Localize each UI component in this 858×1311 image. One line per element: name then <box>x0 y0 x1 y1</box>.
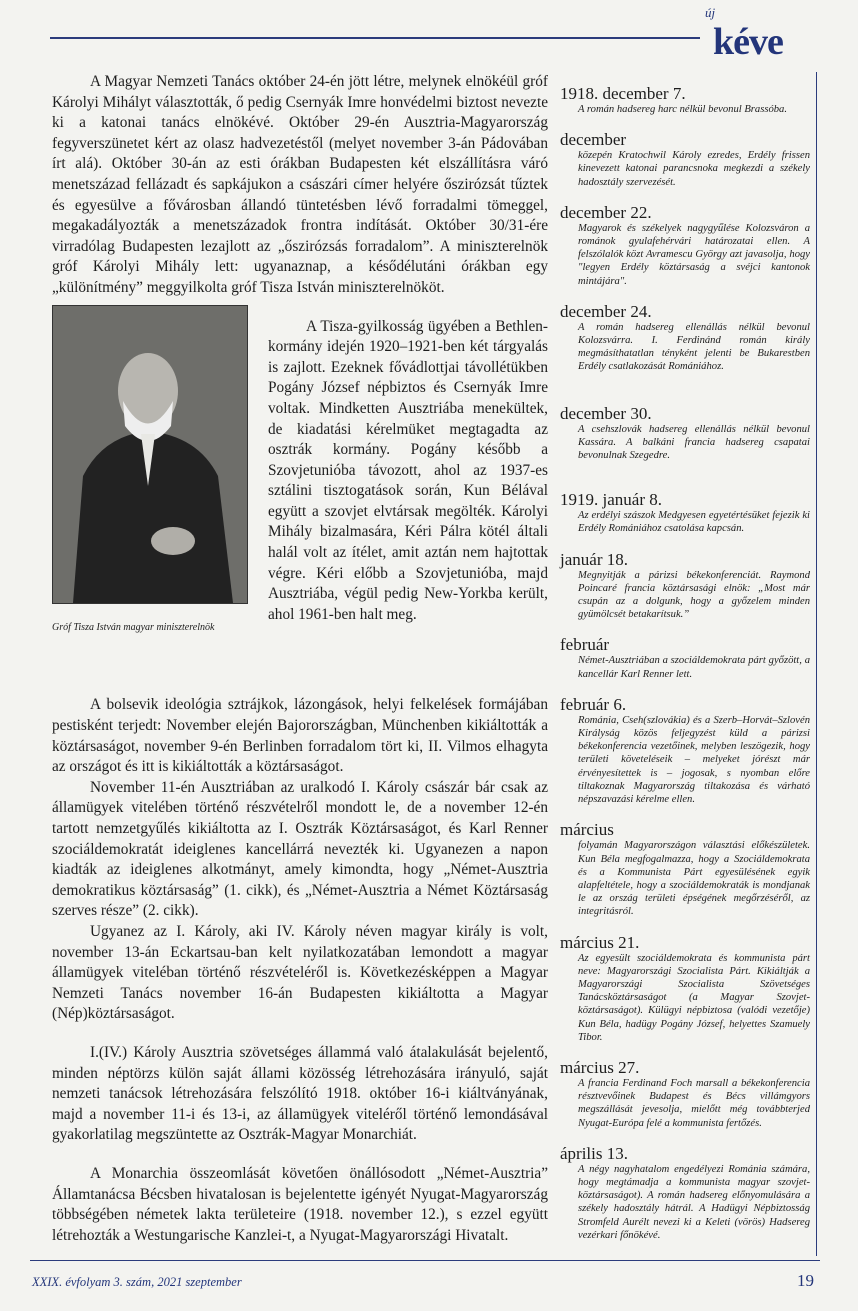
paragraph: A Monarchia összeomlását követően önállósodott „Német-Ausztria” Államtanácsa Bécsben hivatalosan is bejelentette igényét Nyugat-Magyarország többségében németek lakta területeire (1918. november 12.), s ezzel együtt létrehozták a Westungarische Kanzlei-t, a Nyugat-Magyarországi Hivatalt. <box>52 1164 548 1244</box>
timeline-entry <box>560 1058 810 1130</box>
timeline-entry <box>560 84 810 116</box>
timeline-date: április 13. <box>560 1143 628 1163</box>
timeline-text: A román hadsereg harc nélkül bevonul Brassóba. <box>578 104 788 115</box>
timeline-entry <box>560 550 810 622</box>
timeline-date: december 30. <box>560 403 652 423</box>
portrait-photo <box>52 305 248 604</box>
timeline-entry <box>560 130 810 189</box>
page-number: 19 <box>797 1271 814 1291</box>
logo-main-text: kéve <box>713 21 783 63</box>
timeline-entry <box>560 1144 810 1242</box>
logo-small-text: új <box>705 5 716 20</box>
timeline-text: A négy nagyhatalom engedélyezi Románia számára, hogy megtámadja a kommunista magyar szovjet-köztársaságot). A román hadsereg előnyomulására a székely hadosztály hátrál. A Hadügyi Népbiztosság Stromfeld Aurélt nevezi ki a Keleti (vörös) Hadsereg vezérkari főnökévé. <box>578 1163 810 1241</box>
timeline-date: március 27. <box>560 1057 640 1077</box>
paragraph: A bolsevik ideológia sztrájkok, lázongások, helyi felkelések formájában pestisként terjedt: November elején Bajorországban, Münchenben kikiáltották a köztársaságot, november 9-én Berlinben forradalom tört ki, II. Vilmos elhagyta az országot és itt is kikiáltották a köztársaságot. <box>52 696 548 776</box>
footer-rule <box>30 1260 820 1262</box>
header-rule <box>50 37 700 39</box>
timeline-date: január 18. <box>560 549 628 569</box>
footer <box>32 1271 814 1311</box>
timeline-entry <box>560 933 810 1044</box>
portrait-figure <box>52 305 248 634</box>
timeline-date: március <box>560 820 614 840</box>
timeline-date: 1918. december 7. <box>560 84 686 103</box>
timeline-text: Az erdélyi szászok Medgyesen egyetértésüket fejezik ki Erdély Romániához csatolása kapcsán. <box>578 510 810 535</box>
magazine-logo <box>703 6 803 66</box>
columns <box>52 72 820 1256</box>
timeline-text: A francia Ferdinand Foch marsall a békekonferencia résztvevőinek Budapest és Bécs villámgyors megszállását jevesolja, mielőtt még továbbterjed Nyugat-Európa felé a kommunista fertőzés. <box>578 1077 810 1129</box>
page-content <box>32 72 820 1311</box>
timeline-date: december 24. <box>560 301 652 321</box>
timeline-entry <box>560 203 810 288</box>
timeline-text: A román hadsereg ellenállás nélkül bevonul Kolozsvárra. I. Ferdinánd román király megmásíthatatlan tényként jelenti be Bukarestben Erdély csatlakozását Romániához. <box>578 321 810 373</box>
photo-caption: Gróf Tisza István magyar miniszterelnök <box>52 621 215 633</box>
timeline-text: A csehszlovák hadsereg ellenállás nélkül bevonul Kassára. A balkáni francia hadsereg csapatai bevonulnak Szegedre. <box>578 423 810 462</box>
paragraph: Ugyanez az I. Károly, aki IV. Károly néven magyar király is volt, november 13-án Eckartsau-ban kelt nyilatkozatában lemondott a magyar államügyek viteléban történő részvételéről is. Következésképpen a Magyar Nemzeti Tanács november 16-án Budapesten kikiáltotta a Magyar (Nép)köztársaságot. <box>52 922 548 1023</box>
timeline-text: Az egyesült szociáldemokrata és kommunista párt neve: Magyarországi Szocialista Párt. Kikiáltják a Magyarországi Szocialista Szövetséges Tanácsköztársaságot (a Magyar Szovjet-köztársaságot). Külügyi népbiztosa (valódi vezetője) Kun Béla, hadügy Pogány József, helyettes Szamuely Tibor. <box>578 952 810 1043</box>
paragraph: A Magyar Nemzeti Tanács október 24-én jött létre, melynek elnökéül gróf Károlyi Mihályt választották, ő pedig Csernyák Imre honvédelmi biztost nevezte ki a katonai tanács elnökévé. Október 29-én Ausztria-Magyarország fegyverszünetet kért az olasz hadvezetéstől (melyet november 3-án Pádovában írt alá). Október 30-án az esti órákban Budapesten két elszállításra váró menetszázad fellázadt és sapkájukon a császári címer helyére őszirózsát tűztek és egyesülve a fővárosban állandó tüntetésben lévő forradalmi tömeggel, megakadályozták a menetszázadok frontra indítását. Október 30/31-ére virradólag Budapesten lezajlott az „őszirózsás forradalom”. A miniszterelnök gróf Károlyi Mihály lett: ugyanaznap, a késődélutáni órákban egy „különítmény” meggyilkolta gróf Tisza István miniszterelnököt. <box>52 73 548 296</box>
timeline-date: 1919. január 8. <box>560 490 662 510</box>
timeline-entry <box>560 490 810 535</box>
main-article <box>52 72 548 1246</box>
timeline-text: Románia, Cseh(szlovákia) és a Szerb–Horvát–Szlovén Királyság közös feljegyzést küld a párizsi békekonferencia vezetőinek, melyben leszögezik, hogy területi követeléseik – melyeket jórészt már érvényesítettek is – jogosak, s nyomban előre tiltakoznak Magyarország tiltakozása és várható népszavazási kérelme ellen. <box>578 714 810 806</box>
timeline-entry <box>560 404 810 463</box>
paragraph: A Tisza-gyilkosság ügyében a Bethlen-kormány idején 1920–1921-ben két tárgyalás is zajlott. Ezeknek fővádlottjai távollétükben Pogány József népbiztos és Csernyák Imre voltak. Mindketten Ausztriába menekültek, de kiadatási kérelmüket megtagadta az osztrák kormány. Pogány később a Szovjetunióba távozott, ahol az 1937-es sztálini tisztogatások során, Kun Bélával együtt a szovjet elvtársak megölték. Károlyi Mihály bizalmasára, Kéri Pálra kötél általi halál volt az ítélet, amit aztán nem hajtottak végre. Kéri előbb a Szovjetunióba, majd Ausztriába, végül pedig New-Yorkba került, ahol 1961-ben halt meg. <box>268 317 548 623</box>
timeline-sidebar <box>560 72 817 1256</box>
timeline-text: Magyarok és székelyek nagygyűlése Kolozsváron a románok gyulafehérvári határozatai ellen. A felszólalók közt Avramescu György azt javasolja, hogy "legyen Erdély köztársaság a svéjci kantonok mintájára". <box>578 222 810 287</box>
timeline-date: december 22. <box>560 202 652 222</box>
timeline-text: folyamán Magyarországon választási előkészületek. Kun Béla megfogalmazza, hogy a Szociáldemokrata és a Kommunista Párt egyesülésének egyik alapfeltétele, hogy a szociáldemokraták is mondjanak le az ország területi épségének megőrzéséről, az integritásról. <box>578 840 810 918</box>
timeline-text: Német-Ausztriában a szociáldemokrata párt győzött, a kancellár Karl Renner lett. <box>578 655 810 680</box>
issue-info: XXIX. évfolyam 3. szám, 2021 szeptember <box>32 1275 242 1290</box>
timeline-date: március 21. <box>560 932 640 952</box>
timeline-date: december <box>560 130 627 150</box>
timeline-entry <box>560 635 810 680</box>
paragraph: I.(IV.) Károly Ausztria szövetséges állammá való átalakulását bejelentő, minden néptörzs külön saját állami közösség létrehozására irányuló, saját nemzeti tanácsok létrehozására felszólító 1918. október 16-i kiáltványának, majd a november 11-i és 13-i, az államügyek viteléről történő lemondásával gyakorlatilag megszüntette az Osztrák-Magyar Monarchiát. <box>52 1043 548 1144</box>
timeline-date: február <box>560 635 610 655</box>
timeline-text: Megnyitják a párizsi békekonferenciát. Raymond Poincaré francia köztársasági elnök: „Most már csupán az a dolgunk, hogy a győzelem minden gyümölcsét betakarítsuk.” <box>578 569 810 621</box>
timeline-entry <box>560 302 810 374</box>
timeline-date: február 6. <box>560 694 627 714</box>
timeline-entry <box>560 695 810 806</box>
timeline-text: közepén Kratochwil Károly ezredes, Erdély frissen kinevezett katonai parancsnoka megkezdi a székely hadosztály szervezését. <box>578 150 810 188</box>
paragraph: November 11-én Ausztriában az uralkodó I. Károly császár bár csak az államügyek vitelében történő részvételről mondott le, de a november 12-én tartott nemzetgyűlés kikiáltotta az I. Osztrák Köztársaságot, és Karl Renner szociáldemokratát ideiglenes kancellárrá nevezték ki. Ugyanezen a napon kiadták az ideiglenes alkotmányt, amely kimondta, hogy „Német-Ausztria demokratikus köztársaság” (1. cikk), és „Német-Ausztria a Német Köztársaság szerves része” (2. cikk). <box>52 778 548 920</box>
timeline-entry <box>560 820 810 918</box>
